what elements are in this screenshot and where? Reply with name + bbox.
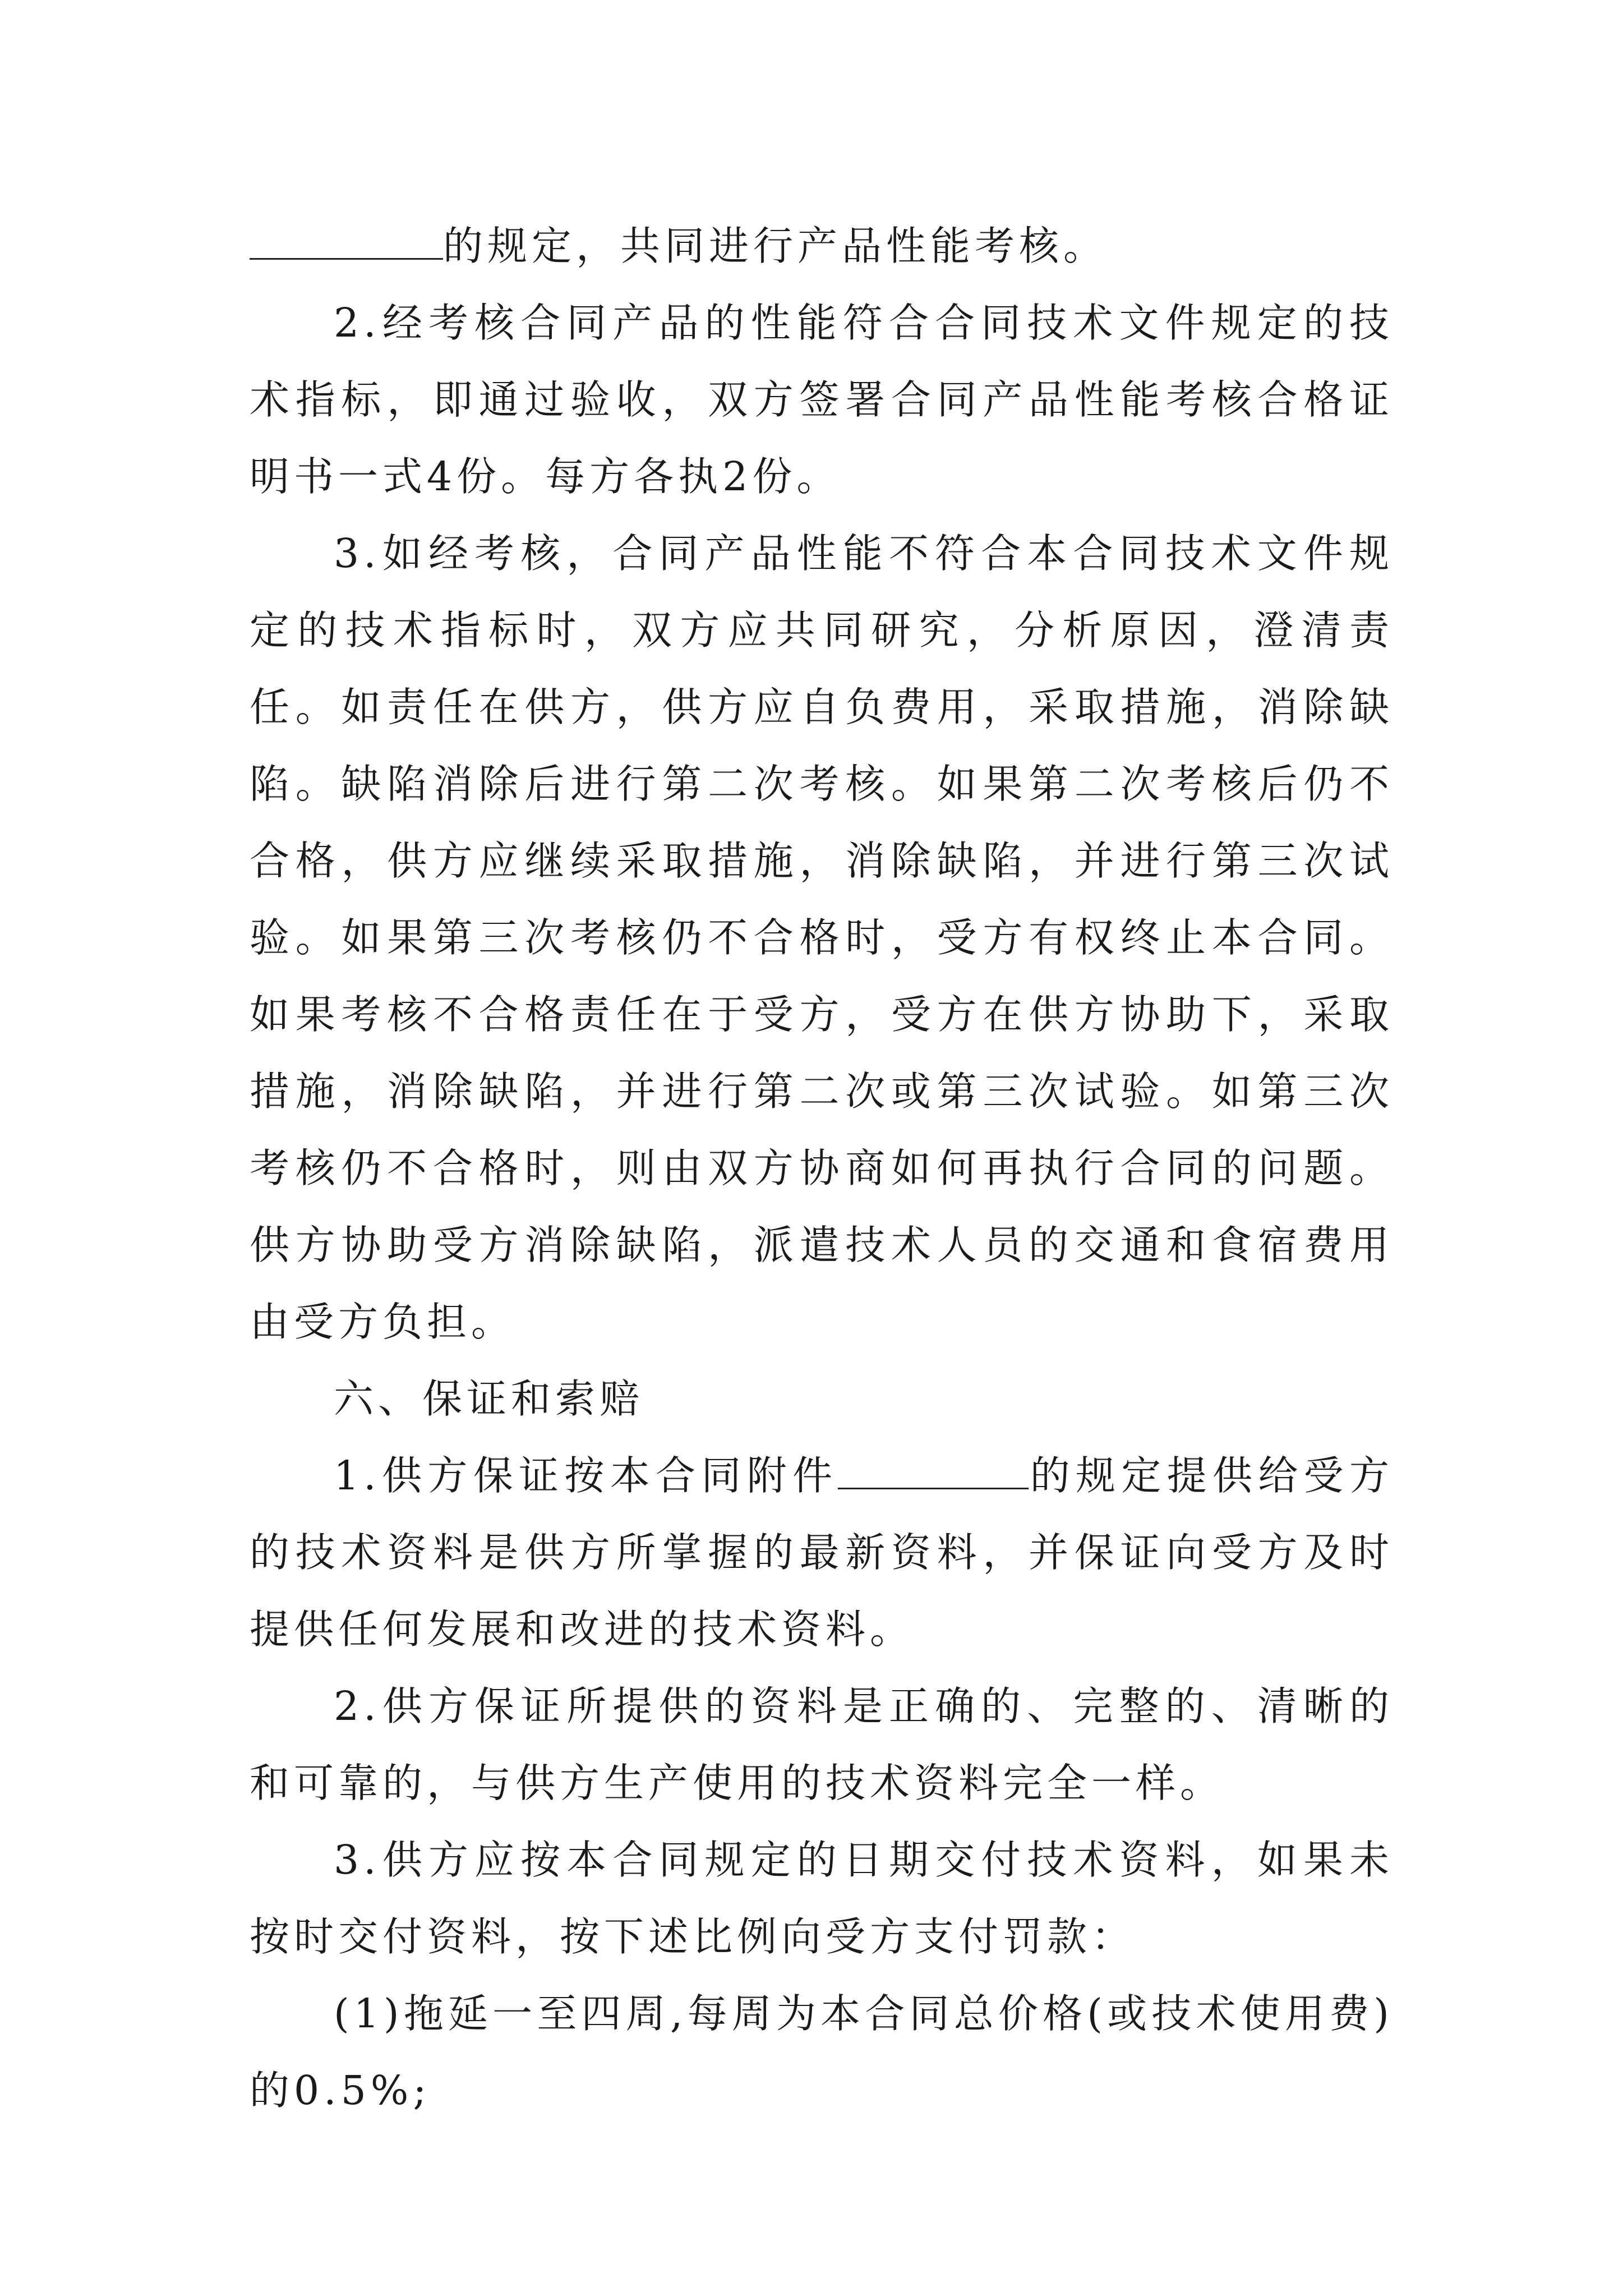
paragraph-guarantee-accuracy: 2.供方保证所提供的资料是正确的、完整的、清晰的和可靠的，与供方生产使用的技术资料完全一样。 <box>250 1683 1394 1806</box>
paragraph-text: 的规定提供给受方的技术资料是供方所掌握的最新资料，并保证向受方及时提供任何发展和改进的技术资料。 <box>250 1452 1394 1653</box>
paragraph-acceptance: 2.经考核合同产品的性能符合合同技术文件规定的技术指标，即通过验收，双方签署合同产品性能考核合格证明书一式4份。每方各执2份。 <box>250 300 1394 500</box>
paragraph-text: 1.供方保证按本合同附件 <box>334 1452 838 1499</box>
paragraph-failed-assessment: 3.如经考核，合同产品性能不符合本合同技术文件规定的技术指标时，双方应共同研究，分析原因，澄清责任。如责任在供方，供方应自负费用，采取措施，消除缺陷。缺陷消除后进行第二次考核。如果第二次考核后仍不合格，供方应继续采取措施，消除缺陷，并进行第三次试验。如果第三次考核仍不合格时，受方有权终止本合同。如果考核不合格责任在于受方，受方在供方协助下，采取措施，消除缺陷，并进行第二次或第三次试验。如第三次考核仍不合格时，则由双方协商如何再执行合同的问题。供方协助受方消除缺陷，派遣技术人员的交通和食宿费用由受方负担。 <box>250 530 1394 1345</box>
section-heading: 六、保证和索赔 <box>334 1375 644 1422</box>
document-body <box>250 208 1394 2129</box>
fill-in-blank <box>838 1444 1029 1489</box>
paragraph-continuation <box>250 208 1394 284</box>
paragraph-delivery-penalty: 3.供方应按本合同规定的日期交付技术资料，如果未按时交付资料，按下述比例向受方支付罚款： <box>250 1837 1394 1960</box>
fill-in-blank <box>250 214 443 260</box>
paragraph-guarantee-latest <box>250 1437 1394 1668</box>
paragraph-text: 的规定，共同进行产品性能考核。 <box>443 223 1108 269</box>
paragraph-penalty-rate: (1)拖延一至四周,每周为本合同总价格(或技术使用费)的0.5%; <box>250 1990 1394 2114</box>
